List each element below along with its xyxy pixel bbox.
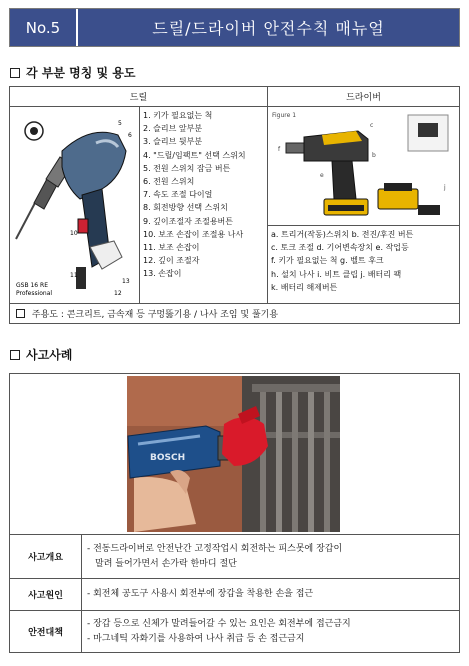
accident-summary-text: - 전동드라이버로 안전난간 고정작업시 회전하는 피스못에 장갑이 말려 들어가면서 손가락 한마디 절단	[82, 535, 460, 579]
svg-text:BOSCH: BOSCH	[150, 453, 186, 463]
drill-parts-list	[140, 107, 268, 304]
list-item: f. 키가 필요없는 척 g. 벨트 후크	[271, 256, 384, 266]
list-item: k. 배터리 해제버튼	[271, 282, 338, 292]
list-item: 12. 깊이 조절자	[143, 256, 200, 266]
svg-text:Professional: Professional	[16, 290, 53, 297]
svg-text:6: 6	[128, 132, 132, 139]
driver-illustration-cell	[268, 107, 460, 226]
svg-text:13: 13	[122, 278, 130, 285]
parts-table	[9, 86, 460, 324]
accident-table	[9, 373, 460, 653]
list-item: 5. 전원 스위치 잠금 버튼	[143, 163, 231, 173]
manual-number: No.5	[10, 9, 78, 46]
section-accident-title-text: 사고사례	[26, 348, 73, 362]
accident-cause-label: 사고원인	[10, 579, 82, 611]
list-item: a. 트리거(작동)스위치 b. 전진/후진 버튼	[271, 230, 414, 239]
svg-text:b: b	[372, 152, 376, 159]
drill-illustration-cell	[10, 107, 140, 304]
driver-figure-label: Figure 1	[272, 112, 297, 119]
section-accident-title	[10, 346, 72, 363]
checkbox-square-icon	[16, 309, 25, 318]
svg-text:e: e	[320, 172, 324, 179]
accident-photo	[10, 374, 459, 534]
list-item: 2. 슬리브 앞부분	[143, 124, 203, 134]
list-item: 1. 키가 필요없는 척	[143, 111, 213, 120]
svg-text:f: f	[278, 146, 281, 153]
svg-text:12: 12	[114, 290, 122, 297]
drill-header: 드릴	[10, 87, 268, 107]
section-parts-title	[10, 64, 135, 81]
list-item: 11. 보조 손잡이	[143, 243, 200, 253]
driver-parts-list	[268, 226, 460, 304]
list-item: 13. 손잡이	[143, 269, 182, 279]
usage-text: 주용도 : 콘크리트, 금속재 등 구멍뚫기용 / 나사 조임 및 풀기용	[31, 310, 279, 320]
svg-text:5: 5	[118, 120, 122, 127]
svg-text:j: j	[444, 184, 446, 191]
page-header	[9, 8, 460, 47]
section-parts-title-text: 각 부분 명칭 및 용도	[26, 66, 136, 80]
safety-measure-text: - 장갑 등으로 신체가 말려들어갈 수 있는 요인은 회전부에 접근금지 - 마그네틱 자화기를 사용하여 나사 취급 등 손 접근금지	[82, 611, 460, 653]
list-item: h. 설치 나사 i. 비트 클립 j. 배터리 팩	[271, 269, 402, 279]
drill-illustration	[10, 107, 139, 303]
list-item: c. 토크 조절 d. 기어변속장치 e. 작업등	[271, 243, 409, 253]
list-item: 9. 깊이조절자 조절용버튼	[143, 216, 233, 226]
list-item: 10. 보조 손잡이 조절용 나사	[143, 229, 244, 239]
driver-header: 드라이버	[268, 87, 460, 107]
manual-title: 드릴/드라이버 안전수칙 매뉴얼	[78, 9, 459, 46]
checkbox-square-icon	[10, 68, 20, 78]
svg-text:11: 11	[70, 272, 78, 279]
accident-photo-cell	[10, 374, 460, 535]
cordless-driver-illustration	[268, 107, 459, 225]
usage-row	[10, 304, 460, 324]
list-item: 7. 속도 조절 다이얼	[143, 190, 213, 200]
accident-cause-text: - 회전체 공도구 사용시 회전부에 장갑을 착용한 손을 접근	[82, 579, 460, 611]
list-item: 4. "드릴/임팩트" 선택 스위치	[143, 150, 246, 160]
safety-measure-label: 안전대책	[10, 611, 82, 653]
checkbox-square-icon	[10, 350, 20, 360]
svg-text:c: c	[370, 122, 374, 129]
list-item: 6. 전원 스위치	[143, 177, 195, 187]
drill-model-label: GSB 16 RE	[16, 282, 48, 289]
svg-text:10: 10	[70, 230, 78, 237]
accident-summary-label: 사고개요	[10, 535, 82, 579]
list-item: 8. 회전방향 선택 스위치	[143, 203, 228, 213]
list-item: 3. 슬리브 뒷부분	[143, 137, 203, 147]
